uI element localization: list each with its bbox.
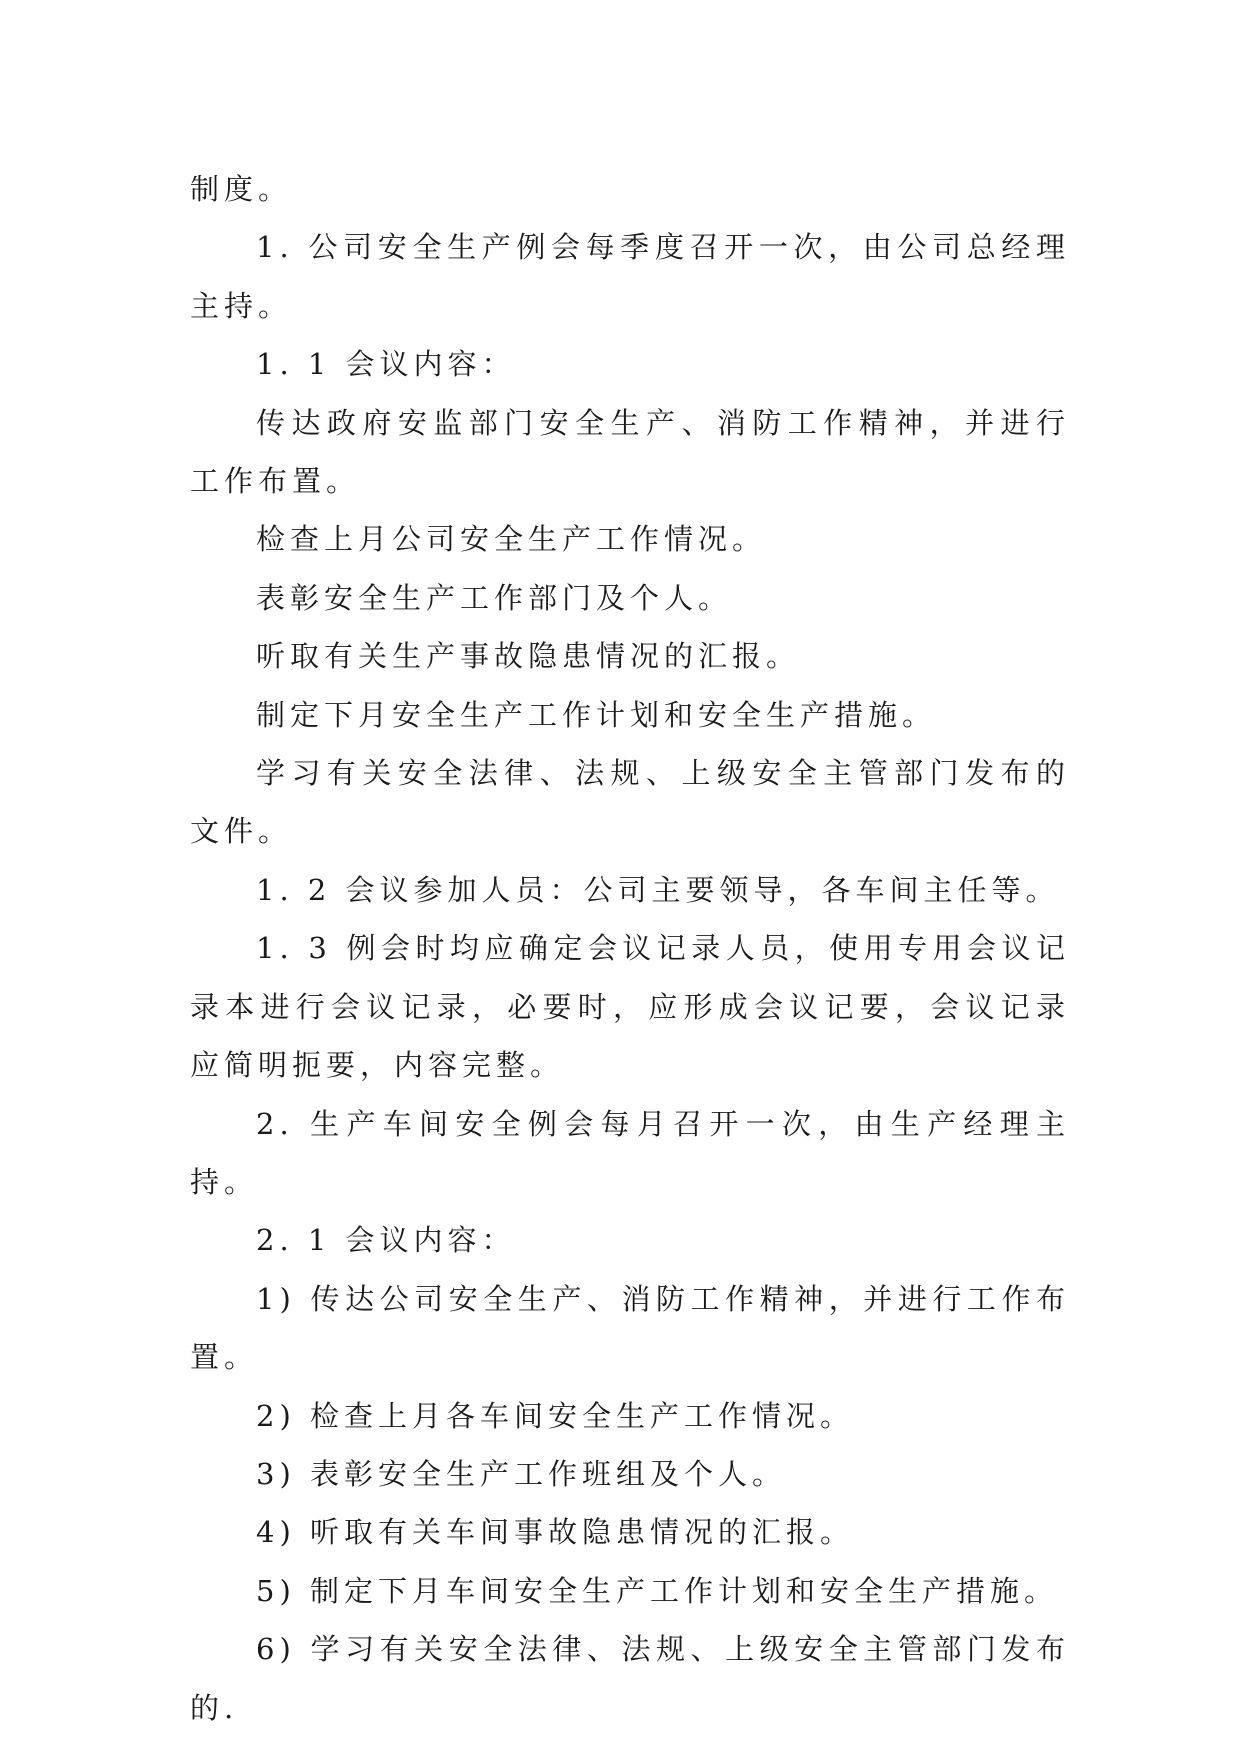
subsection-heading: 1. 3 例会时均应确定会议记录人员，使用专用会议记录本进行会议记录，必要时，应形成会议记要，会议记录应简明扼要，内容完整。 [190, 931, 1070, 1083]
section-heading: 2. 生产车间安全例会每月召开一次，由生产经理主持。 [190, 1106, 1070, 1199]
list-item: 2) 检查上月各车间安全生产工作情况。 [256, 1398, 854, 1433]
paragraph: 表彰安全生产工作部门及个人。 [256, 580, 733, 615]
list-item: 5) 制定下月车间安全生产工作计划和安全生产措施。 [256, 1573, 1058, 1608]
paragraph: 检查上月公司安全生产工作情况。 [256, 522, 767, 557]
list-item: 6) 学习有关安全法律、法规、上级安全主管部门发布的. [190, 1632, 1070, 1725]
paragraph: 制度。 [190, 172, 293, 206]
list-item: 4) 听取有关车间事故隐患情况的汇报。 [256, 1515, 854, 1550]
list-item: 3) 表彰安全生产工作班组及个人。 [256, 1456, 786, 1491]
list-item: 1) 传达公司安全生产、消防工作精神，并进行工作布置。 [190, 1281, 1070, 1375]
paragraph: 传达政府安监部门安全生产、消防工作精神，并进行工作布置。 [190, 405, 1070, 499]
paragraph: 制定下月安全生产工作计划和安全生产措施。 [256, 697, 937, 732]
section-heading: 1. 公司安全生产例会每季度召开一次，由公司总经理主持。 [190, 230, 1070, 323]
subsection-heading: 1. 2 会议参加人员：公司主要领导，各车间主任等。 [256, 872, 1060, 907]
paragraph: 学习有关安全法律、法规、上级安全主管部门发布的文件。 [190, 756, 1070, 849]
subsection-heading: 2. 1 会议内容： [256, 1223, 516, 1258]
document-body [190, 160, 1070, 1737]
subsection-heading: 1. 1 会议内容： [256, 347, 516, 382]
paragraph: 听取有关生产事故隐患情况的汇报。 [256, 639, 801, 674]
